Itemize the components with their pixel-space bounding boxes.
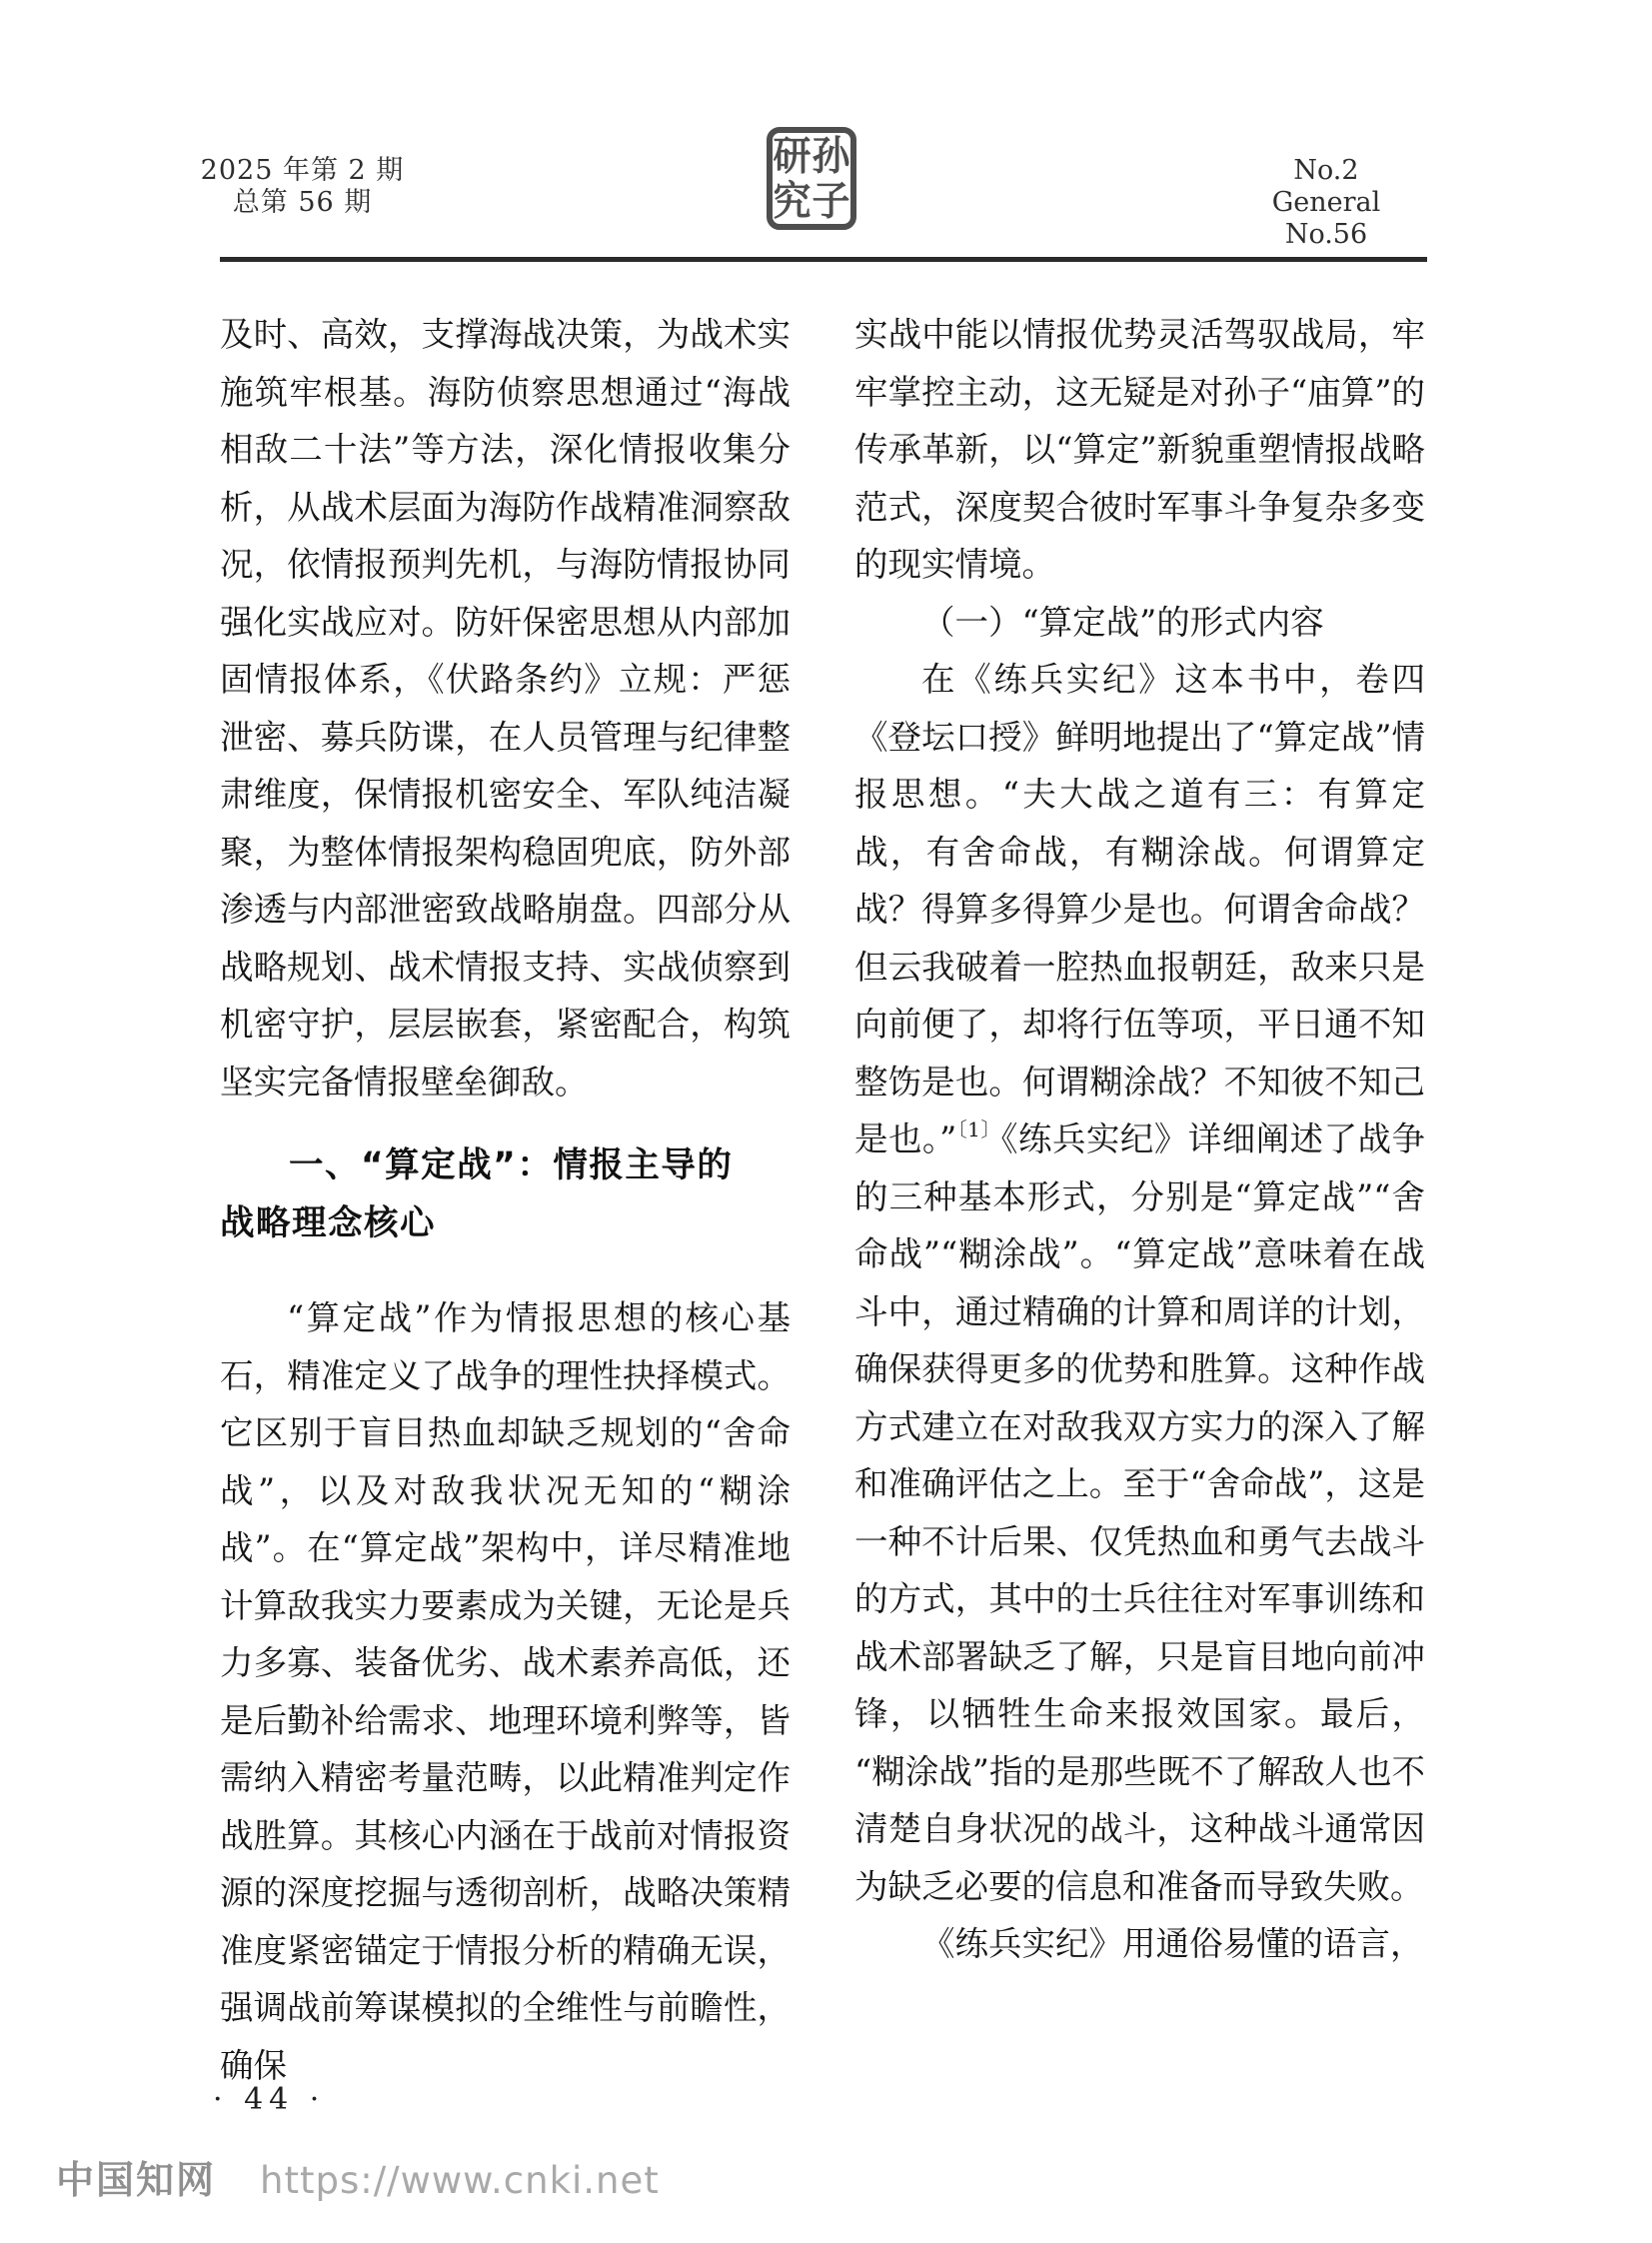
- page-number: · 44 ·: [213, 2082, 326, 2117]
- left-column: [220, 306, 791, 2094]
- header-double-rule: [220, 257, 1427, 262]
- section-heading-line1: 一、“算定战”：情报主导的: [289, 1145, 734, 1185]
- issue-number-cn: 2025 年第 2 期: [200, 155, 405, 186]
- seal-char-sun: 孙: [812, 131, 850, 179]
- section-heading: [220, 1137, 791, 1252]
- subsection-paragraph: [854, 651, 1425, 1915]
- seal-char-zi: 子: [812, 177, 850, 225]
- issue-info-chinese: [195, 155, 410, 219]
- cnki-watermark: [56, 2149, 660, 2204]
- issue-info-english: [1231, 155, 1421, 251]
- cnki-brand-label: 中国知网: [56, 2158, 217, 2202]
- footnote-marker: 〔1〕: [956, 1118, 1001, 1141]
- section-heading-line2: 战略理念核心: [220, 1202, 436, 1243]
- issue-number-en: No.2: [1293, 155, 1359, 186]
- paragraph-text-before-footnote: 在《练兵实纪》这本书中，卷四《登坛口授》鲜明地提出了“算定战”情报思想。“夫大战之道有三：有算定战，有舍命战，有糊涂战。何谓算定战？得算多得算少是也。何谓舍命战？但云我破着一腔热血报朝廷，敌来只是向前便了，却将行伍等项，平日通不知整饬是也。何谓糊涂战？不知彼不知己是也。”: [854, 660, 1425, 1158]
- paragraph-continued-from-previous-page: 及时、高效，支撑海战决策，为战术实施筑牢根基。海防侦察思想通过“海战相敌二十法”等方法，深化情报收集分析，从战术层面为海防作战精准洞察敌况，依情报预判先机，与海防情报协同强化实战应对。防奸保密思想从内部加固情报体系，《伏路条约》立规：严惩泄密、募兵防谍，在人员管理与纪律整肃维度，保情报机密安全、军队纯洁凝聚，为整体情报架构稳固兜底，防外部渗透与内部泄密致战略崩盘。四部分从战略规划、战术情报支持、实战侦察到机密守护，层层嵌套，紧密配合，构筑坚实完备情报壁垒御敌。: [220, 315, 791, 1102]
- general-number-cn: 总第 56 期: [232, 187, 373, 218]
- cnki-url: https://www.cnki.net: [260, 2159, 660, 2202]
- seal-char-jiu: 究: [773, 177, 812, 225]
- subsection-heading: （一）“算定战”的形式内容: [921, 602, 1324, 642]
- right-column: [854, 306, 1425, 2094]
- seal-char-yan: 研: [773, 131, 812, 179]
- paragraph-last: 《练兵实纪》用通俗易懂的语言，: [921, 1924, 1424, 1963]
- journal-seal-logo: [767, 127, 856, 230]
- section-paragraph: “算定战”作为情报思想的核心基石，精准定义了战争的理性抉择模式。它区别于盲目热血却缺乏规划的“舍命战”，以及对敌我状况无知的“糊涂战”。在“算定战”架构中，详尽精准地计算敌我实力要素成为关键，无论是兵力多寡、装备优劣、战术素养高低，还是后勤补给需求、地理环境利弊等，皆需纳入精密考量范畴，以此精准判定作战胜算。其核心内涵在于战前对情报资源的深度挖掘与透彻剖析，战略决策精准度紧密锚定于情报分析的精确无误，强调战前筹谋模拟的全维性与前瞻性，确保: [220, 1298, 791, 2085]
- paragraph-continuation: 实战中能以情报优势灵活驾驭战局，牢牢掌控主动，这无疑是对孙子“庙算”的传承革新，以“算定”新貌重塑情报战略范式，深度契合彼时军事斗争复杂多变的现实情境。: [854, 315, 1425, 584]
- article-body: [220, 306, 1425, 2094]
- paragraph-text-after-footnote: 《练兵实纪》详细阐述了战争的三种基本形式，分别是“算定战”“舍命战”“糊涂战”。“算定战”意味着在战斗中，通过精确的计算和周详的计划，确保获得更多的优势和胜算。这种作战方式建立在对敌我双方实力的深入了解和准确评估之上。至于“舍命战”，这是一种不计后果、仅凭热血和勇气去战斗的方式，其中的士兵往往对军事训练和战术部署缺乏了解，只是盲目地向前冲锋，以牺牲生命来报效国家。最后，“糊涂战”指的是那些既不了解敌人也不清楚自身状况的战斗，这种战斗通常因为缺乏必要的信息和准备而导致失败。: [854, 1120, 1425, 1906]
- general-number-en: General No.56: [1271, 187, 1381, 250]
